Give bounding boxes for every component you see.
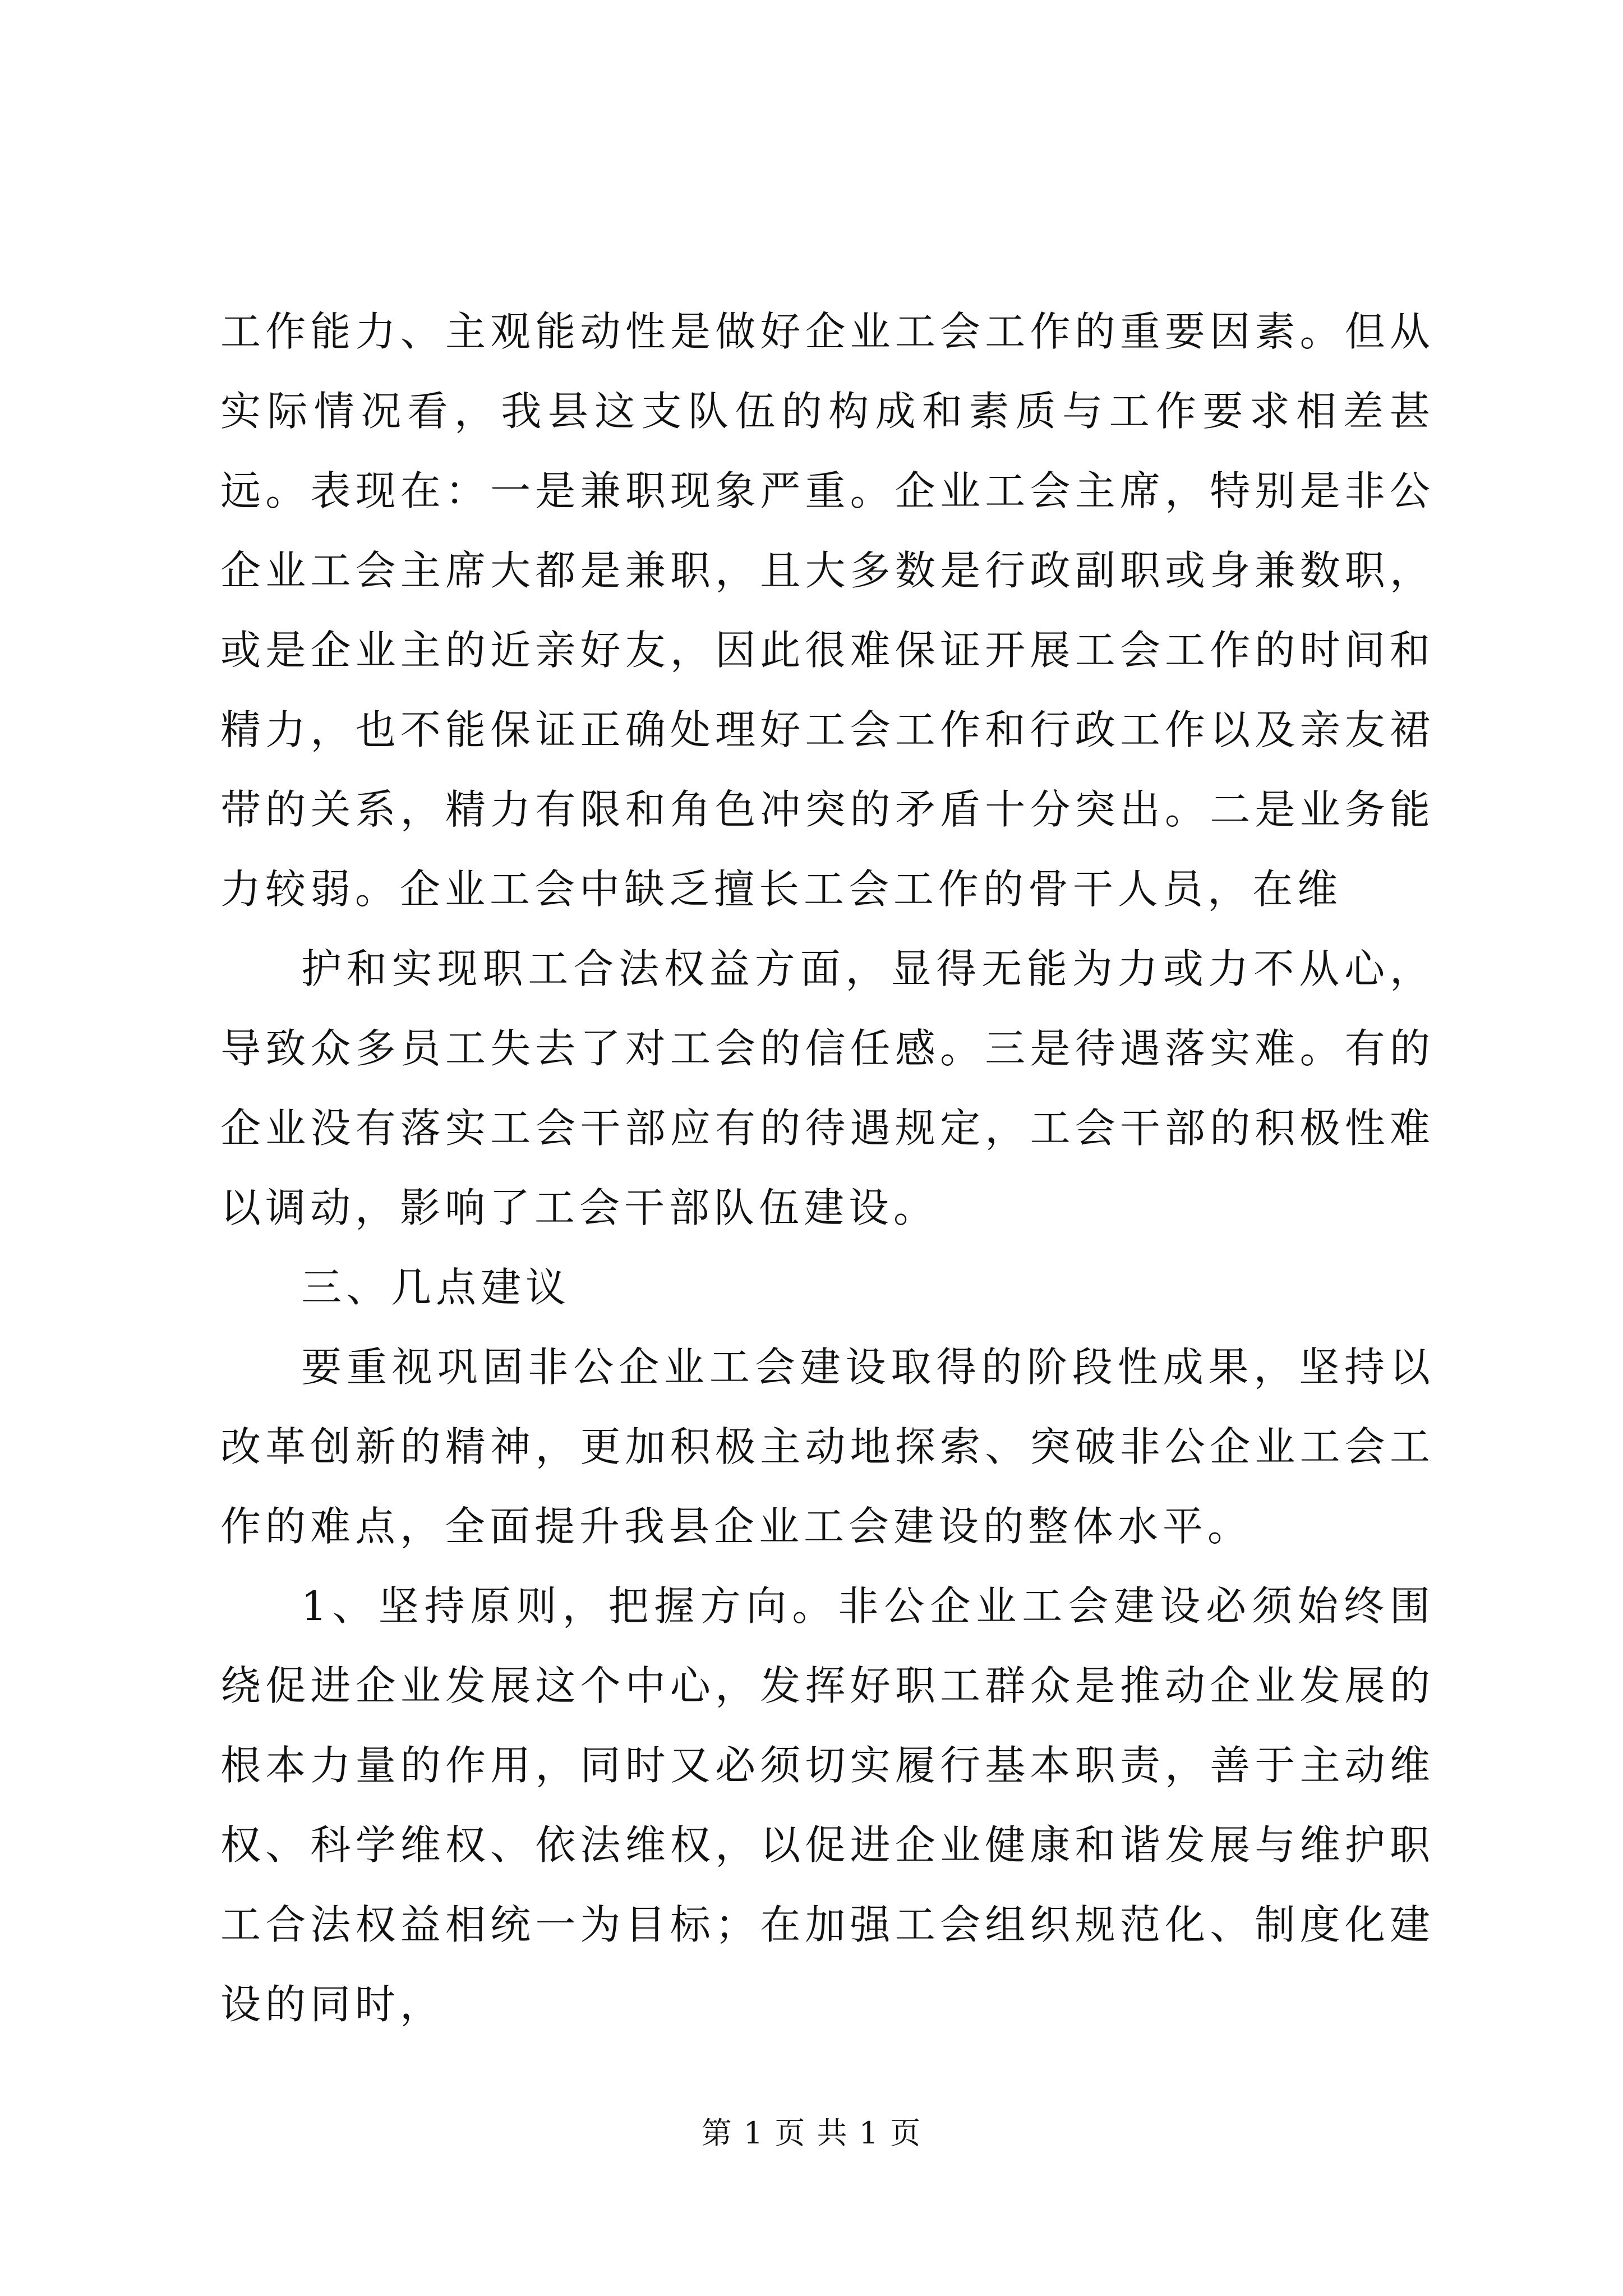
document-body (220, 292, 1435, 2044)
paragraph-1: 工作能力、主观能动性是做好企业工会工作的重要因素。但从实际情况看，我县这支队伍的构成和素质与工作要求相差甚远。表现在：一是兼职现象严重。企业工会主席，特别是非公企业工会主席大都是兼职，且大多数是行政副职或身兼数职，或是企业主的近亲好友，因此很难保证开展工会工作的时间和精力，也不能保证正确处理好工会工作和行政工作以及亲友裙带的关系，精力有限和角色冲突的矛盾十分突出。二是业务能力较弱。企业工会中缺乏擅长工会工作的骨干人员，在维 (220, 308, 1435, 913)
paragraph-4: 1、坚持原则，把握方向。非公企业工会建设必须始终围绕促进企业发展这个中心，发挥好职工群众是推动企业发展的根本力量的作用，同时又必须切实履行基本职责，善于主动维权、科学维权、依法维权，以促进企业健康和谐发展与维护职工合法权益相统一为目标；在加强工会组织规范化、制度化建设的同时， (220, 1582, 1435, 2028)
section-heading: 三、几点建议 (301, 1264, 571, 1311)
page-footer: 第 1 页 共 1 页 (701, 2115, 922, 2151)
paragraph-3: 要重视巩固非公企业工会建设取得的阶段性成果，坚持以改革创新的精神，更加积极主动地探索、突破非公企业工会工作的难点，全面提升我县企业工会建设的整体水平。 (220, 1343, 1435, 1550)
paragraph-2: 护和实现职工合法权益方面，显得无能为力或力不从心，导致众多员工失去了对工会的信任感。三是待遇落实难。有的企业没有落实工会干部应有的待遇规定，工会干部的积极性难以调动，影响了工会干部队伍建设。 (220, 945, 1435, 1231)
